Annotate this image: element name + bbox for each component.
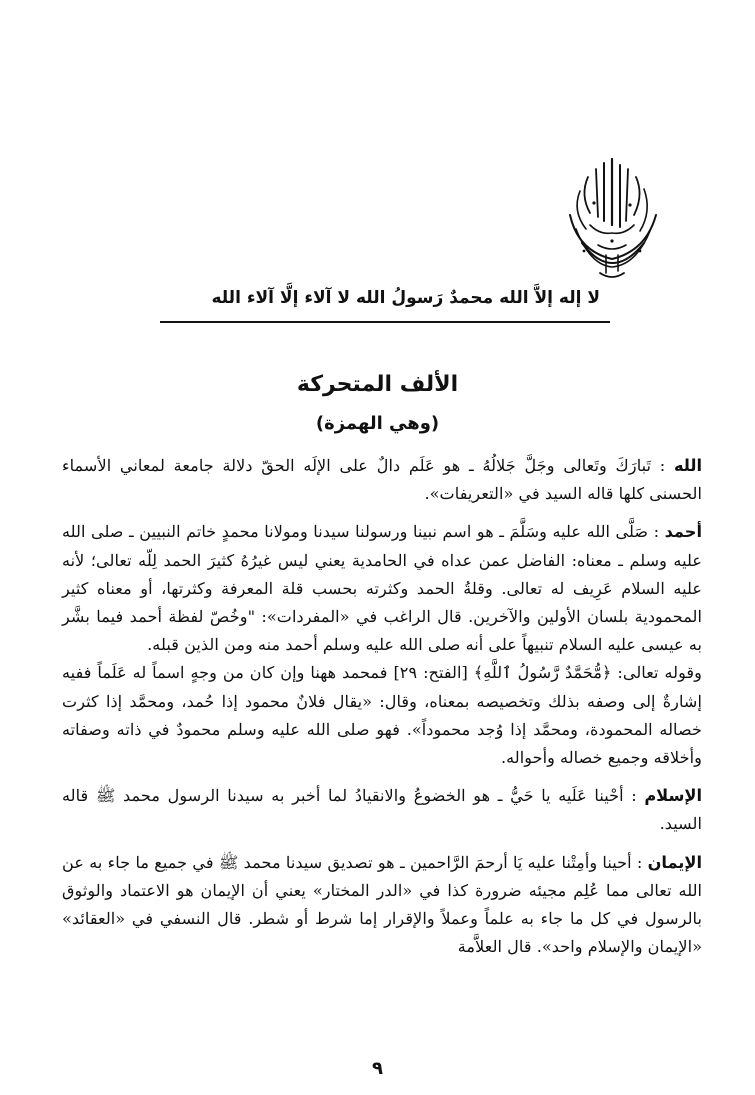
entry-allah — [62, 452, 702, 508]
section-subtitle: (وهي الهمزة) — [315, 413, 440, 434]
entry-ahmad — [62, 518, 702, 772]
basmala-calligraphy-icon — [560, 155, 665, 285]
entry-islam — [62, 782, 702, 838]
entry-iman — [62, 849, 702, 962]
entry-term: الإسلام — [644, 786, 702, 806]
shahada-header: لا إله إلاَّ الله محمدٌ رَسولُ الله لا آلاء إلَّا آلاء الله — [211, 288, 600, 308]
entry-term: أحمد — [664, 522, 702, 542]
section-title: الألف المتحركة — [296, 372, 459, 397]
entry-text: : أحْينا عَلَيه يا حَيُّ ـ هو الخضوعُ والانقيادُ لما أخبر به سيدنا الرسول محمد ﷺ قاله السيد. — [62, 786, 702, 834]
dictionary-entries — [62, 452, 702, 971]
entry-text: : أحينا وأمِتْنا عليه يَا أرحمَ الرَّاحمين ـ هو تصديق سيدنا محمد ﷺ في جميع ما جاء به عن الله تعالى مما عُلِم مجيئه ضرورة كذا في «الدر المختار» يعني أن الإيمان هو الاعتماد والوثوق بالرسول في كل ما جاء به علماً وعملاً والإقرار إما شرط أو شطر. قال النسفي في «العقائد» «الإيمان والإسلام واحد». قال العلاَّمة — [62, 852, 702, 957]
entry-term: الله — [673, 456, 702, 475]
page-number: ٩ — [372, 1058, 383, 1079]
entry-text: : تَبارَكَ وتَعالى وجَلَّ جَلالُهُ ـ هو عَلَم دالٌ على الإلَه الحقّ دلالة جامعة لمعاني الأسماء الحسنى كلها قاله السيد في «التعريفات». — [62, 456, 702, 504]
entry-continuation: وقوله تعالى: ﴿مُّحَمَّدٌ رَّسُولُ ٱللَّهِ﴾ [الفتح: ٢٩] فمحمد ههنا وإن كان من وجهٍ اسماً له عَلَماً ففيه إشارةٌ إلى وصفه بذلك وتخصيصه بمعناه، وقال: «يقال فلانٌ محمود إذا حُمد، ومحمَّد إذا كثرت خصاله المحمودة، ومحمَّد إذا وُجد محموداً». فهو صلى الله عليه وسلم محمودٌ في ذاته وصفاته وأخلاقه وجميع خصاله وأحواله. — [62, 663, 702, 768]
entry-term: الإيمان — [647, 852, 702, 872]
entry-text: : صَلَّى الله عليه وسَلَّمَ ـ هو اسم نبينا ورسولنا سيدنا ومولانا محمدٍ خاتم النبيين ـ صلى الله عليه وسلم ـ معناه: الفاضل عمن عداه في الحامدية يعني ليس غيرُهُ كثيرَ الحمد لِلّه تعالى؛ لأنه عليه السلام عَرِيف له تعالى. وقلةُ الحمد وكثرته بحسب قلة المعرفة وكثرتها، أو معناه كثير المحمودية بلسان الأولين والآخرين. قال الراغب في «المفردات»: "وخُصّ لفظة أحمد فيما بشَّر به عيسى عليه السلام تنبيهاً على أنه صلى الله عليه وسلم أحمد منه ومن الذين قبله. — [62, 522, 702, 655]
header-divider — [160, 321, 610, 323]
